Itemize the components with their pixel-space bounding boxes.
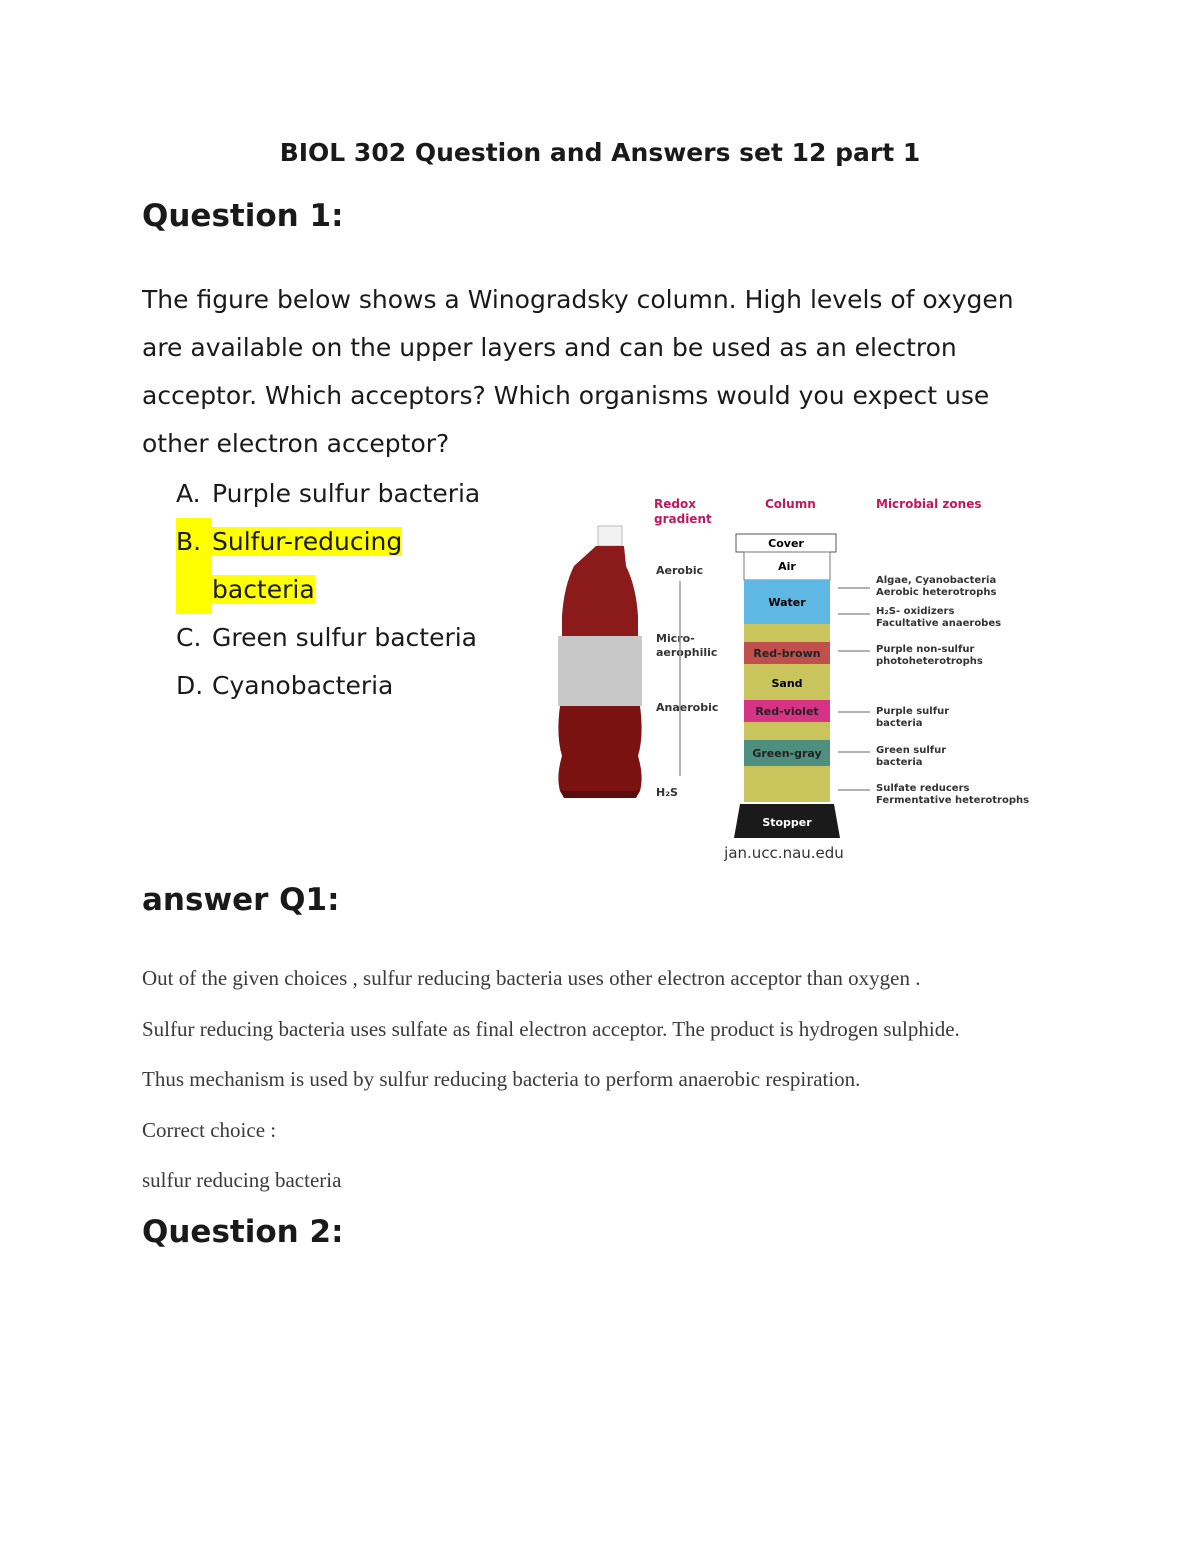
answer-1-body	[142, 960, 1102, 1213]
layer-label: Red-brown	[753, 647, 821, 660]
answer-paragraph: Thus mechanism is used by sulfur reducing bacteria to perform anaerobic respiration.	[142, 1067, 861, 1091]
question-1-heading: Question 1:	[142, 198, 344, 234]
redox-label: Aerobic	[656, 564, 704, 577]
redox-label: Anaerobic	[656, 701, 719, 714]
layer-band	[744, 624, 830, 642]
option-d	[176, 662, 536, 710]
layer-label: Stopper	[762, 816, 812, 829]
zone-label: Sulfate reducers Fermentative heterotrophs	[876, 783, 1030, 806]
answer-paragraph: Sulfur reducing bacteria uses sulfate as final electron acceptor. The product is hydrogen sulphide.	[142, 1016, 960, 1041]
layer-label: Water	[768, 596, 806, 609]
column-header: Column	[765, 497, 816, 511]
option-letter: B.	[176, 518, 212, 614]
bottle-label-band	[558, 636, 642, 706]
option-text: Purple sulfur bacteria	[212, 479, 481, 508]
option-text: Cyanobacteria	[212, 671, 394, 700]
zone-label: Algae, Cyanobacteria Aerobic heterotrophs	[876, 575, 997, 598]
option-letter: D.	[176, 671, 204, 700]
layer-label: Air	[778, 560, 796, 573]
layer-label: Sand	[771, 677, 803, 690]
answer-options	[176, 470, 536, 710]
zones-header: Microbial zones	[876, 497, 982, 511]
option-a	[176, 470, 536, 518]
redox-label: Micro-aerophilic	[656, 632, 718, 659]
redox-label: H₂S	[656, 786, 678, 799]
figure-credit: jan.ucc.nau.edu	[724, 844, 844, 862]
option-c	[176, 614, 536, 662]
layer-sediment	[744, 766, 830, 802]
zone-label: Green sulfur bacteria	[876, 745, 947, 768]
winogradsky-column-figure	[540, 486, 1030, 866]
question-2-heading: Question 2:	[142, 1214, 344, 1250]
column	[734, 534, 840, 838]
layer-band	[744, 722, 830, 740]
zone-label: Purple non-sulfur photoheterotrophs	[876, 644, 983, 667]
question-1-text: The figure below shows a Winogradsky column. High levels of oxygen are available on the upper layers and can be used as an electron acceptor. Which acceptors? Which organisms would you expect use other electron acceptor?	[142, 285, 1014, 458]
soda-bottle-image	[558, 526, 642, 798]
option-letter: C.	[176, 623, 202, 652]
layer-label: Red-violet	[755, 705, 819, 718]
answer-paragraph: Out of the given choices , sulfur reducing bacteria uses other electron acceptor than oxygen .	[142, 966, 921, 990]
option-letter: A.	[176, 479, 201, 508]
layer-label: Cover	[768, 537, 804, 550]
layer-label: Green-gray	[752, 747, 822, 760]
answer-1-heading: answer Q1:	[142, 882, 340, 918]
zone-label: H₂S- oxidizers Facultative anaerobes	[876, 606, 1002, 629]
option-text: Green sulfur bacteria	[212, 623, 478, 652]
answer-paragraph: Correct choice :	[142, 1117, 277, 1142]
zone-label: Purple sulfur bacteria	[876, 706, 950, 729]
answer-paragraph: sulfur reducing bacteria	[142, 1168, 342, 1192]
redox-header: Redox gradient	[654, 497, 712, 526]
option-text-highlighted: Sulfur-reducing bacteria	[212, 527, 403, 604]
option-b	[176, 518, 536, 614]
document-title: BIOL 302 Question and Answers set 12 part 1	[279, 138, 921, 167]
